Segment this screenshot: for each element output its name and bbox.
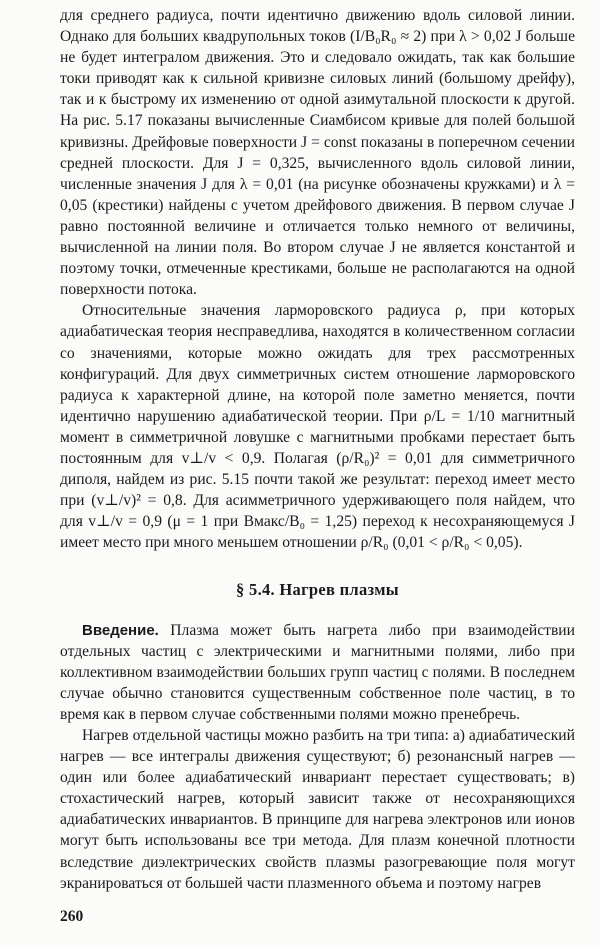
- paragraph-larmor-radius: Относительные значения ларморовского радиуса ρ, при которых адиабатическая теория несправедлива, находятся в количественном согласии со значениями, которые можно ожидать для трех рассмотренных конфигураций. Для двух симметричных систем отношение ларморовского радиуса к характерной длине, на которой поле заметно меняется, почти идентично нарушению адиабатической теории. При ρ/L = 1/10 магнитный момент в симметричной ловушке с магнитными пробками перестает быть постоянным для v⊥/v < 0,9. Полагая (ρ/R₀)² = 0,01 для симметричного диполя, найдем из рис. 5.15 почти такой же результат: переход имеет место при (v⊥/v)² = 0,8. Для асимметричного удерживающего поля найдем, что для v⊥/v = 0,9 (μ = 1 при Bмакс/B₀ = 1,25) переход к несохраняющемуся J имеет место при много меньшем отношении ρ/R₀ (0,01 < ρ/R₀ < 0,05).: [60, 302, 575, 552]
- section-heading: § 5.4. Нагрев плазмы: [236, 580, 399, 600]
- paragraph-heating-types: Нагрев отдельной частицы можно разбить на три типа: а) адиабатический нагрев — все интегралы движения существуют; б) резонансный нагрев — один или более адиабатический инвариант перестает существовать; в) стохастический нагрев, который зависит также от несохраняющихся адиабатических инвариантов. В принципе для нагрева электронов или ионов могут быть использованы все три метода. Для плазм конечной плотности вследствие диэлектрических свойств плазмы разогревающие поля могут экранироваться от большей части плазменного объема и поэтому нагрев: [60, 727, 575, 892]
- page-number: 260: [60, 908, 84, 925]
- body-text: [60, 5, 575, 894]
- intro-text: Плазма может быть нагрета либо при взаимодействии отдельных частиц с электрическими и магнитными полями, либо при коллективном взаимодействии больших групп частиц с полями. В последнем случае обычно становится существенным собственное поле частиц, в то время как в первом случае собственными полями можно пренебречь.: [60, 621, 575, 723]
- paragraph-introduction: [60, 620, 575, 725]
- intro-lead: Введение.: [82, 621, 159, 639]
- paragraph-continuation: для среднего радиуса, почти идентично движению вдоль силовой линии. Однако для больших квадрупольных токов (I/B₀R₀ ≈ 2) при λ > 0,02 J больше не будет интегралом движения. Это и следовало ожидать, так как большие токи приводят как к сильной кривизне силовых линий (большому дрейфу), так и к быстрому их изменению от одной азимутальной плоскости к другой. На рис. 5.17 показаны вычисленные Сиамбисом кривые для полей большой кривизны. Дрейфовые поверхности J = const показаны в поперечном сечении средней плоскости. Для J = 0,325, вычисленного вдоль силовой линии, численные значения J для λ = 0,01 (на рисунке обозначены кружками) и λ = 0,05 (крестики) найдены с учетом дрейфового движения. В первом случае J равно постоянной величине и отличается только немного от величины, вычисленной на линии поля. Во втором случае J не является константой и поэтому точки, отмеченные крестиками, больше не располагаются на одной поверхности потока.: [60, 7, 575, 299]
